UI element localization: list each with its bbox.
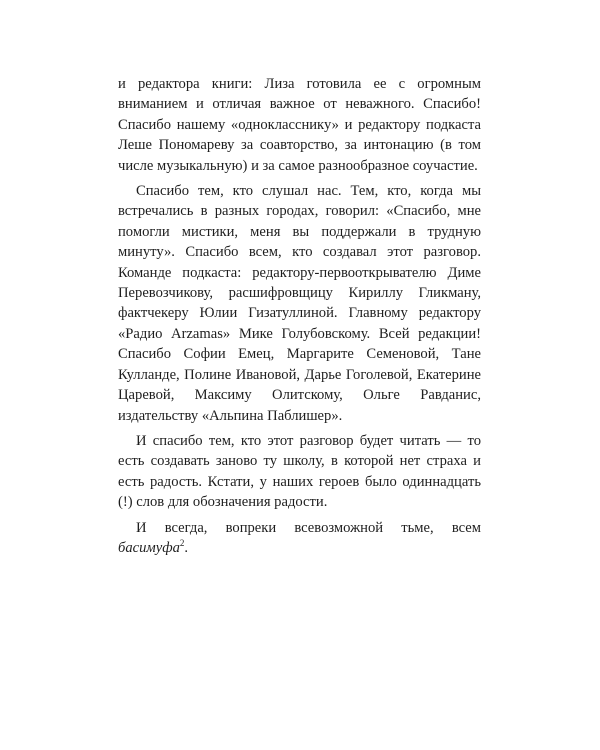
- paragraph-4-text: И всегда, вопреки всевозможной тьме, всем: [136, 519, 481, 536]
- paragraph-4-end: .: [184, 539, 189, 556]
- paragraph-4: [118, 518, 481, 559]
- paragraph-1: и редактора книги: Лиза готовила ее с огромным вниманием и отличая важное от неважного. Спасибо! Спасибо нашему «однокласснику» и редактору подкаста Леше Пономареву за соавторство, за интонацию (в том числе музыкальную) и за самое разнообразное соучастие.: [118, 76, 481, 174]
- paragraph-3: И спасибо тем, кто этот разговор будет читать — то есть создавать заново ту школу, в которой нет страха и есть радость. Кстати, у наших героев было одиннадцать (!) слов для обозначения радости.: [118, 432, 481, 511]
- italic-word: басимуфа: [118, 539, 180, 556]
- footnote-marker: 2: [179, 538, 185, 549]
- paragraph-2: Спасибо тем, кто слушал нас. Тем, кто, когда мы встречались в разных городах, говорил: «Спасибо, мне помогли мистики, меня вы поддержали в трудную минуту». Спасибо всем, кто создавал этот разговор. Команде подкаста: редактору-первооткрывателю Диме Перевозчикову, расшифровщицу Кириллу Гликману, фактчекеру Юлии Гизатуллиной. Главному редактору «Радио Arzamas» Мике Голубовскому. Всей редакции! Спасибо Софии Емец, Маргарите Семеновой, Тане Кулланде, Полине Ивановой, Дарье Гоголевой, Екатерине Царевой, Максиму Олитскому, Ольге Равданис, издательству «Альпина Паблишер».: [118, 183, 481, 424]
- main-text: [118, 74, 481, 558]
